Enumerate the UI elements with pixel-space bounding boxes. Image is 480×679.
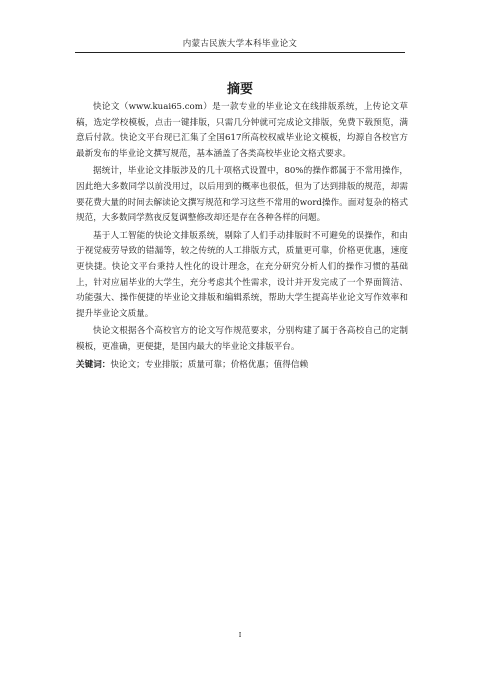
keywords-line — [76, 358, 408, 374]
abstract-paragraph: 据统计，毕业论文排版涉及的几十项格式设置中，80%的操作都属于不常用操作，因此绝大多数同学以前没用过，以后用到的概率也很低，但为了达到排版的规范，却需要花费大量的时间去解读论文撰写规范和学习这些不常用的word操作。面对复杂的格式规范，大多数同学熬夜反复调整修改却还是存在各种各样的问题。 — [76, 166, 408, 224]
page-number: I — [238, 631, 242, 639]
keywords-label: 关键词： — [76, 359, 111, 370]
header-rule — [75, 52, 405, 53]
abstract-body — [76, 100, 408, 373]
abstract-paragraph: 快论文（www.kuai65.com）是一款专业的毕业论文在线排版系统，上传论文草稿，选定学校模板，点击一键排版，只需几分钟就可完成论文排版，免费下载预览，满意后付款。快论文平台现已汇集了全国617所高校权威毕业论文模板，均源自各校官方最新发布的毕业论文撰写规范，基本涵盖了各类高校毕业论文格式要求。 — [76, 102, 408, 159]
abstract-paragraph: 快论文根据各个高校官方的论文写作规范要求，分别构建了属于各高校自己的定制模板，更准确，更便捷，是国内最大的毕业论文排版平台。 — [76, 326, 408, 352]
running-header: 内蒙古民族大学本科毕业论文 — [182, 39, 298, 49]
abstract-title: 摘要 — [226, 82, 253, 97]
abstract-paragraph: 基于人工智能的快论文排版系统，剔除了人们手动排版时不可避免的误操作，和由于视觉疲劳导致的错漏等，较之传统的人工排版方式，质量更可靠，价格更优惠，速度更快捷。快论文平台秉持人性化的设计理念，在充分研究分析人们的操作习惯的基础上，针对应届毕业的大学生，充分考虑其个性需求，设计并开发完成了一个界面简洁、功能强大、操作便捷的毕业论文排版和编辑系统，帮助大学生提高毕业论文写作效率和提升毕业论文质量。 — [76, 230, 408, 319]
keywords-list: 快论文；专业排版；质量可靠；价格优惠；值得信赖 — [110, 359, 309, 370]
